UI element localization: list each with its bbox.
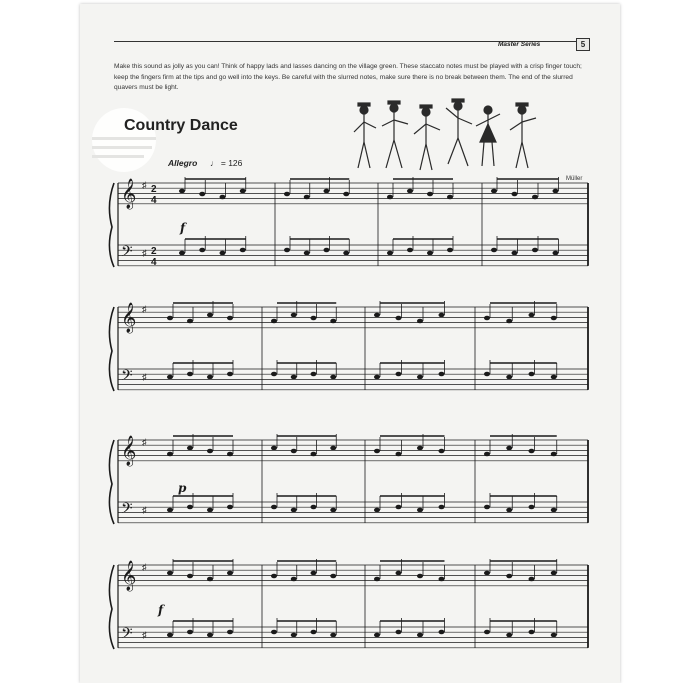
key-signature-sharp: ♯ <box>142 372 147 382</box>
note-head <box>324 189 330 194</box>
note-head <box>330 319 336 324</box>
note-head <box>220 251 226 256</box>
note-head <box>187 574 193 579</box>
dynamic-marking: f <box>180 221 186 235</box>
note-head <box>417 446 423 451</box>
note-head <box>551 375 557 380</box>
note-head <box>506 633 512 638</box>
note-head <box>439 505 445 510</box>
note-head <box>447 248 453 253</box>
tempo-marking: Allegro <box>168 158 198 168</box>
note-head <box>187 372 193 377</box>
note-head <box>529 313 535 318</box>
note-head <box>374 633 380 638</box>
brace <box>109 307 114 391</box>
note-head <box>532 248 538 253</box>
treble-clef: 𝄞 <box>121 436 137 466</box>
note-head <box>532 195 538 200</box>
note-head <box>417 375 423 380</box>
note-head <box>551 571 557 576</box>
note-head <box>207 508 213 513</box>
note-head <box>396 571 402 576</box>
note-head <box>227 316 233 321</box>
note-head <box>330 375 336 380</box>
note-head <box>304 251 310 256</box>
note-head <box>240 189 246 194</box>
note-head <box>417 633 423 638</box>
note-head <box>207 375 213 380</box>
note-head <box>207 313 213 318</box>
key-signature-sharp: ♯ <box>142 437 147 447</box>
note-head <box>343 192 349 197</box>
note-head <box>374 577 380 582</box>
time-signature: 2 <box>151 246 157 257</box>
note-head <box>374 508 380 513</box>
treble-clef: 𝄞 <box>121 561 137 591</box>
note-head <box>506 319 512 324</box>
key-signature-sharp: ♯ <box>142 180 147 190</box>
note-head <box>240 248 246 253</box>
note-head <box>484 316 490 321</box>
note-head <box>284 192 290 197</box>
series-label: Master Series <box>498 41 541 48</box>
note-head <box>271 630 277 635</box>
treble-clef: 𝄞 <box>121 179 137 209</box>
note-head <box>291 577 297 582</box>
note-head <box>551 316 557 321</box>
note-head <box>167 508 173 513</box>
note-head <box>330 574 336 579</box>
dynamic-marking: p <box>178 481 187 495</box>
note-head <box>484 630 490 635</box>
note-head <box>291 313 297 318</box>
note-head <box>506 574 512 579</box>
key-signature-sharp: ♯ <box>142 505 147 515</box>
note-head <box>484 505 490 510</box>
note-head <box>330 508 336 513</box>
note-head <box>291 633 297 638</box>
note-head <box>387 195 393 200</box>
note-head <box>167 633 173 638</box>
note-head <box>271 372 277 377</box>
note-head <box>284 248 290 253</box>
note-head <box>179 189 185 194</box>
note-head <box>227 452 233 457</box>
note-head <box>427 192 433 197</box>
note-head <box>207 633 213 638</box>
piece-title: Country Dance <box>124 117 238 134</box>
key-signature-sharp: ♯ <box>142 562 147 572</box>
note-head <box>227 372 233 377</box>
dynamic-marking: f <box>158 603 164 617</box>
treble-clef: 𝄞 <box>121 303 137 333</box>
metronome-value: = 126 <box>220 158 243 168</box>
note-head <box>374 449 380 454</box>
note-head <box>529 577 535 582</box>
instructions-text: Make this sound as jolly as you can! Think of happy lads and lasses dancing on the village green. These staccato notes must be played with a crisp finger touch; keep the fingers firm at the tips and go well into the keys. Be careful with the slurred notes, make sure there is no break between them. The end of the slurred quavers must be light. <box>114 63 582 91</box>
note-head <box>529 372 535 377</box>
key-signature-sharp: ♯ <box>142 248 147 258</box>
note-head <box>417 508 423 513</box>
note-head <box>553 251 559 256</box>
note-head <box>199 248 205 253</box>
note-head <box>529 505 535 510</box>
note-head <box>167 316 173 321</box>
page-number: 5 <box>576 38 590 51</box>
note-head <box>387 251 393 256</box>
note-head <box>227 630 233 635</box>
note-head <box>551 508 557 513</box>
note-head <box>396 452 402 457</box>
note-head <box>439 372 445 377</box>
note-head <box>271 319 277 324</box>
note-head <box>227 505 233 510</box>
note-head <box>439 313 445 318</box>
time-signature: 4 <box>151 257 157 268</box>
quarter-note-icon: ♩ <box>210 158 219 168</box>
note-head <box>512 251 518 256</box>
note-head <box>311 372 317 377</box>
brace <box>109 565 114 649</box>
key-signature-sharp: ♯ <box>142 304 147 314</box>
note-head <box>207 449 213 454</box>
note-head <box>291 449 297 454</box>
note-head <box>271 446 277 451</box>
note-head <box>311 316 317 321</box>
note-head <box>396 505 402 510</box>
note-head <box>271 505 277 510</box>
note-head <box>187 505 193 510</box>
note-head <box>187 446 193 451</box>
time-signature: 2 <box>151 184 157 195</box>
bass-clef: 𝄢 <box>121 243 133 264</box>
note-head <box>491 248 497 253</box>
note-head <box>227 571 233 576</box>
note-head <box>512 192 518 197</box>
note-head <box>484 372 490 377</box>
note-head <box>396 630 402 635</box>
note-head <box>506 508 512 513</box>
brace <box>109 183 114 267</box>
note-head <box>407 189 413 194</box>
bass-clef: 𝄢 <box>121 625 133 646</box>
note-head <box>304 195 310 200</box>
note-head <box>417 319 423 324</box>
note-head <box>506 446 512 451</box>
note-head <box>491 189 497 194</box>
note-head <box>311 505 317 510</box>
note-head <box>447 195 453 200</box>
note-head <box>506 375 512 380</box>
note-head <box>291 508 297 513</box>
note-head <box>417 574 423 579</box>
note-head <box>396 372 402 377</box>
note-head <box>330 446 336 451</box>
note-head <box>167 571 173 576</box>
note-head <box>374 313 380 318</box>
note-head <box>343 251 349 256</box>
note-head <box>187 319 193 324</box>
note-head <box>484 452 490 457</box>
note-head <box>187 630 193 635</box>
note-head <box>324 248 330 253</box>
note-head <box>207 577 213 582</box>
note-head <box>551 633 557 638</box>
note-head <box>220 195 226 200</box>
note-head <box>439 449 445 454</box>
time-signature: 4 <box>151 195 157 206</box>
key-signature-sharp: ♯ <box>142 630 147 640</box>
note-head <box>407 248 413 253</box>
note-head <box>179 251 185 256</box>
note-head <box>529 630 535 635</box>
note-head <box>551 452 557 457</box>
note-head <box>271 574 277 579</box>
note-head <box>311 630 317 635</box>
note-head <box>396 316 402 321</box>
note-head <box>311 571 317 576</box>
note-head <box>439 630 445 635</box>
composer: Müller <box>566 176 583 182</box>
bass-clef: 𝄢 <box>121 500 133 521</box>
brace <box>109 440 114 524</box>
note-head <box>427 251 433 256</box>
note-head <box>311 452 317 457</box>
note-head <box>167 375 173 380</box>
note-head <box>553 189 559 194</box>
note-head <box>484 571 490 576</box>
bass-clef: 𝄢 <box>121 367 133 388</box>
note-head <box>167 452 173 457</box>
note-head <box>439 577 445 582</box>
note-head <box>374 375 380 380</box>
note-head <box>199 192 205 197</box>
note-head <box>330 633 336 638</box>
note-head <box>529 449 535 454</box>
note-head <box>291 375 297 380</box>
